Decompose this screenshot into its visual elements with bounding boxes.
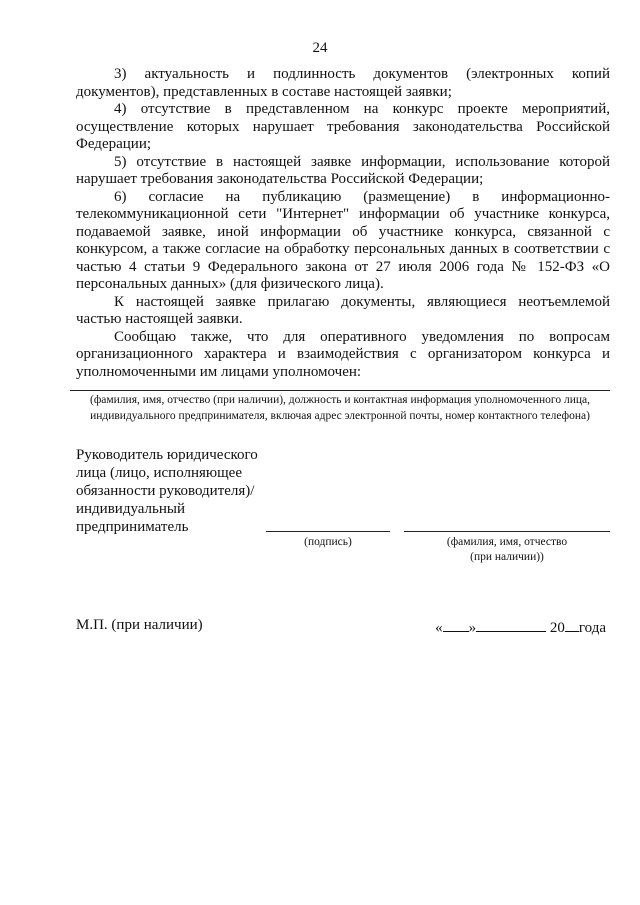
- full-name-caption-line-1: (фамилия, имя, отчество: [446, 536, 568, 548]
- full-name-caption: [404, 535, 610, 565]
- signature-line: [266, 531, 390, 532]
- year-prefix: 20: [549, 620, 565, 636]
- contact-person-line: [70, 390, 610, 391]
- paragraph-item-4: 4) отсутствие в представленном на конкурс проекте мероприятий, осуществление которых нарушает требования законодательства Российской Федерации;: [76, 101, 610, 152]
- signer-label: Руководитель юридического лица (лицо, исполняющее обязанности руководителя)/ индивидуальный предприниматель: [76, 447, 258, 535]
- date-line: [435, 617, 606, 637]
- year-suffix: года: [578, 620, 606, 636]
- month-blank: [476, 617, 546, 632]
- date-close-quote: »: [468, 620, 477, 636]
- paragraph-attachments: К настоящей заявке прилагаю документы, являющиеся неотъемлемой частью настоящей заявки.: [76, 293, 610, 327]
- paragraph-contact-person: Сообщаю также, что для оперативного уведомления по вопросам организационного характера и взаимодействия с организатором конкурса и уполномоченными им лицами уполномочен:: [76, 328, 610, 380]
- date-open-quote: «: [435, 620, 443, 636]
- day-blank: [443, 617, 469, 632]
- full-name-line: [404, 531, 610, 532]
- full-name-caption-line-2: (при наличии)): [470, 551, 544, 563]
- year-blank: [565, 617, 579, 632]
- paragraph-item-6: 6) согласие на публикацию (размещение) в информационно-телекоммуникационной сети "Интернет" информации об участнике конкурса, подаваемой заявке, иной информации об участнике конкурса, связанной с конкурсом, а также согласие на обработку персональных данных в соответствии с частью 4 статьи 9 Федерального закона от 27 июля 2006 года № 152-ФЗ «О персональных данных» (для физического лица).: [76, 188, 610, 292]
- signature-caption: (подпись): [304, 536, 352, 548]
- page-number: 24: [312, 40, 328, 56]
- paragraph-item-5: 5) отсутствие в настоящей заявке информации, использование которой нарушает требования законодательства Российской Федерации;: [76, 153, 610, 187]
- stamp-label: М.П. (при наличии): [76, 617, 203, 633]
- application-text: [76, 66, 610, 381]
- paragraph-item-3: 3) актуальность и подлинность документов (электронных копий документов), представленных в составе настоящей заявки;: [76, 66, 610, 100]
- contact-person-caption: (фамилия, имя, отчество (при наличии), должность и контактная информация уполномоченного лица, индивидуального предпринимателя, включая адрес электронной почты, номер контактного телефона): [89, 394, 591, 422]
